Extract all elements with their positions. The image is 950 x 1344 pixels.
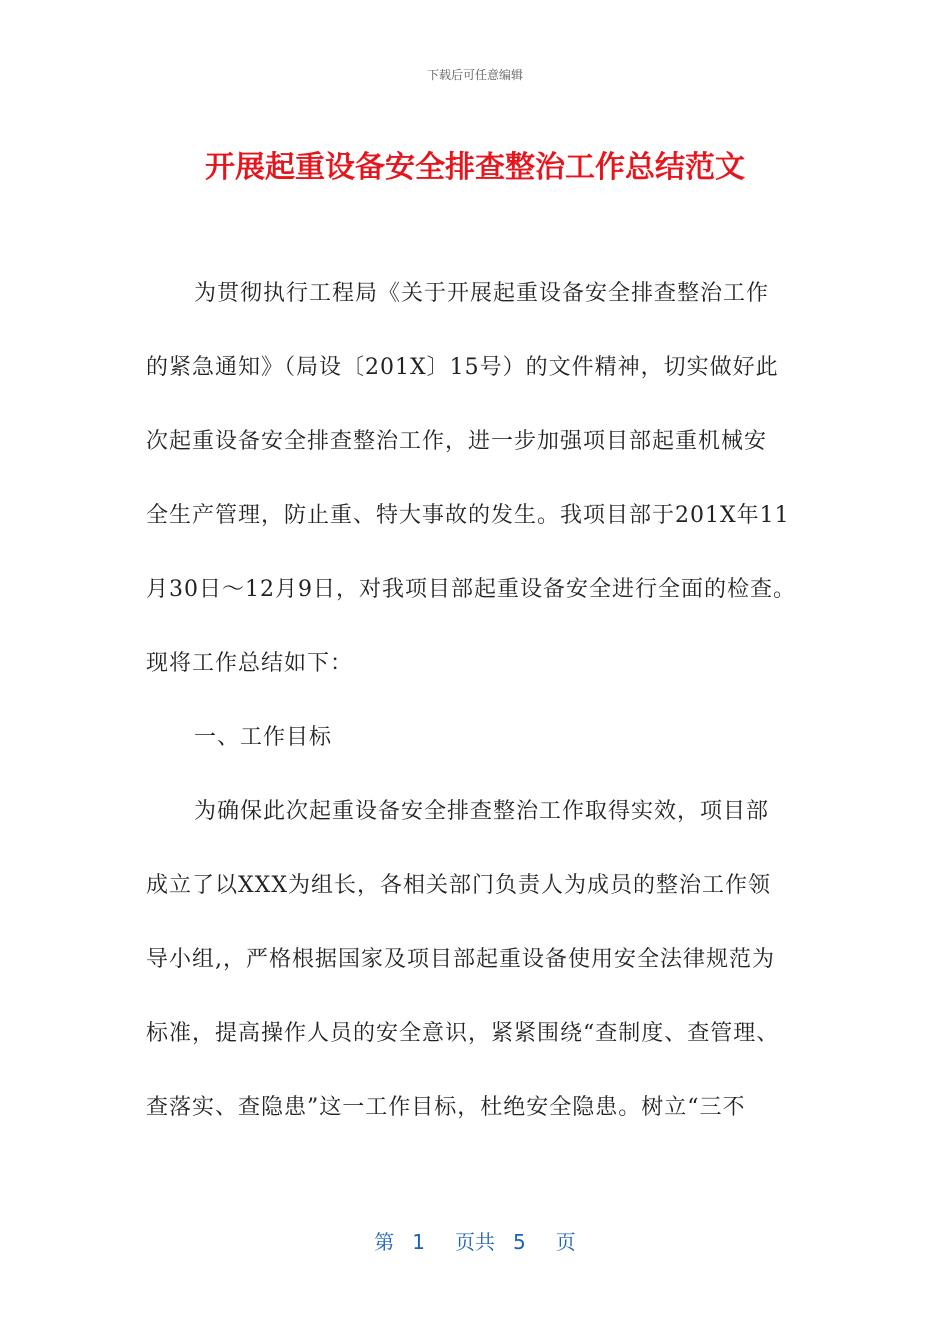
- header-note: 下载后可任意编辑: [426, 68, 523, 82]
- body-line: 导小组,，严格根据国家及项目部起重设备使用安全法律规范为: [146, 947, 775, 972]
- section-heading: 一、工作目标: [194, 725, 333, 750]
- page-footer: [0, 1226, 950, 1255]
- body-line: 标准，提高操作人员的安全意识，紧紧围绕“查制度、查管理、: [146, 1021, 780, 1046]
- footer-current-page: 1: [412, 1230, 425, 1254]
- body-line: 为贯彻执行工程局《关于开展起重设备安全排查整治工作: [194, 281, 770, 306]
- body-line: 月30日～12月9日，对我项目部起重设备安全进行全面的检查。: [146, 577, 796, 602]
- document-title: 开展起重设备安全排查整治工作总结范文: [205, 150, 745, 185]
- footer-prefix: 第: [374, 1230, 395, 1254]
- body-line: 全生产管理，防止重、特大事故的发生。我项目部于201X年11: [146, 503, 790, 528]
- body-line: 现将工作总结如下：: [146, 651, 354, 676]
- footer-suffix: 页: [555, 1230, 576, 1254]
- footer-total-pages: 5: [513, 1230, 526, 1254]
- body-line: 查落实、查隐患”这一工作目标，杜绝安全隐患。树立“三不: [146, 1095, 746, 1120]
- body-line: 次起重设备安全排查整治工作，进一步加强项目部起重机械安: [146, 429, 768, 454]
- body-line: 成立了以XXX为组长，各相关部门负责人为成员的整治工作领: [146, 873, 771, 898]
- document-body: [146, 257, 826, 1145]
- footer-middle: 页共: [455, 1230, 495, 1254]
- body-line: 的紧急通知》（局设〔201X〕15号）的文件精神，切实做好此: [146, 355, 779, 380]
- body-line: 为确保此次起重设备安全排查整治工作取得实效，项目部: [194, 799, 770, 824]
